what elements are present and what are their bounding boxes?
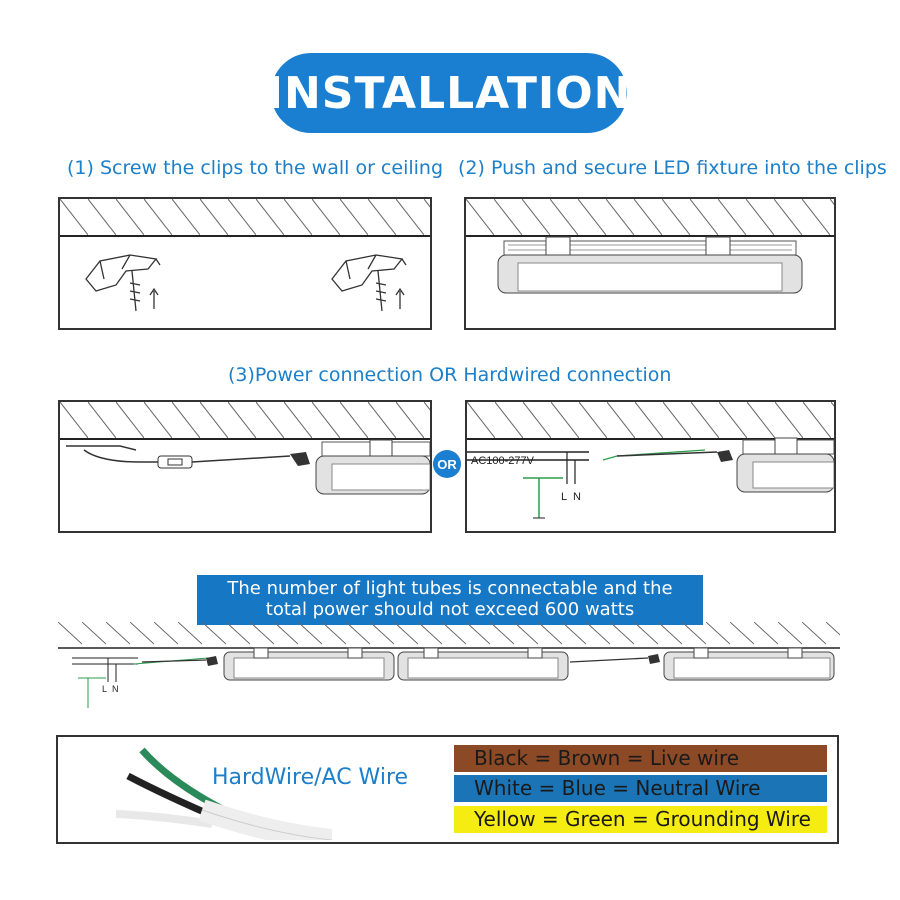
hardwired-connection-illustration: [465, 400, 836, 533]
step-3-label: (3)Power connection OR Hardwired connection: [228, 364, 672, 386]
clip-left: [86, 255, 160, 311]
banner-line-1: The number of light tubes is connectable and the: [227, 578, 673, 599]
live-wire-row: Black = Brown = Live wire: [454, 745, 827, 772]
fixture-mount-diagram: [466, 199, 834, 328]
power-connection-illustration: [58, 400, 432, 533]
linked-fixtures-diagram: [58, 622, 840, 712]
banner-line-2: total power should not exceed 600 watts: [265, 599, 635, 620]
info-banner: [197, 575, 703, 625]
step-2-label: (2) Push and secure LED fixture into the clips: [458, 157, 887, 179]
voltage-label: AC100-277V: [471, 455, 534, 467]
ac-wire-icon: [112, 744, 332, 840]
hardwire-title: HardWire/AC Wire: [212, 765, 409, 790]
or-badge: OR: [433, 450, 461, 478]
step-1-label: (1) Screw the clips to the wall or ceiling: [67, 157, 444, 179]
clip-screw-diagram: [60, 199, 430, 328]
ground-wire-row: Yellow = Green = Grounding Wire: [454, 806, 827, 833]
step-1-illustration: [58, 197, 432, 330]
hardwire-connection-diagram: [467, 402, 834, 531]
step-2-illustration: [464, 197, 836, 330]
linked-line-label: L: [102, 684, 108, 694]
neutral-wire-row: White = Blue = Neutral Wire: [454, 775, 827, 802]
neutral-label: N: [573, 491, 581, 503]
clip-right: [332, 255, 406, 311]
linked-neutral-label: N: [112, 684, 119, 694]
plug-connection-diagram: [60, 402, 430, 531]
page-title: INSTALLATION: [271, 53, 627, 133]
line-label: L: [561, 491, 568, 503]
